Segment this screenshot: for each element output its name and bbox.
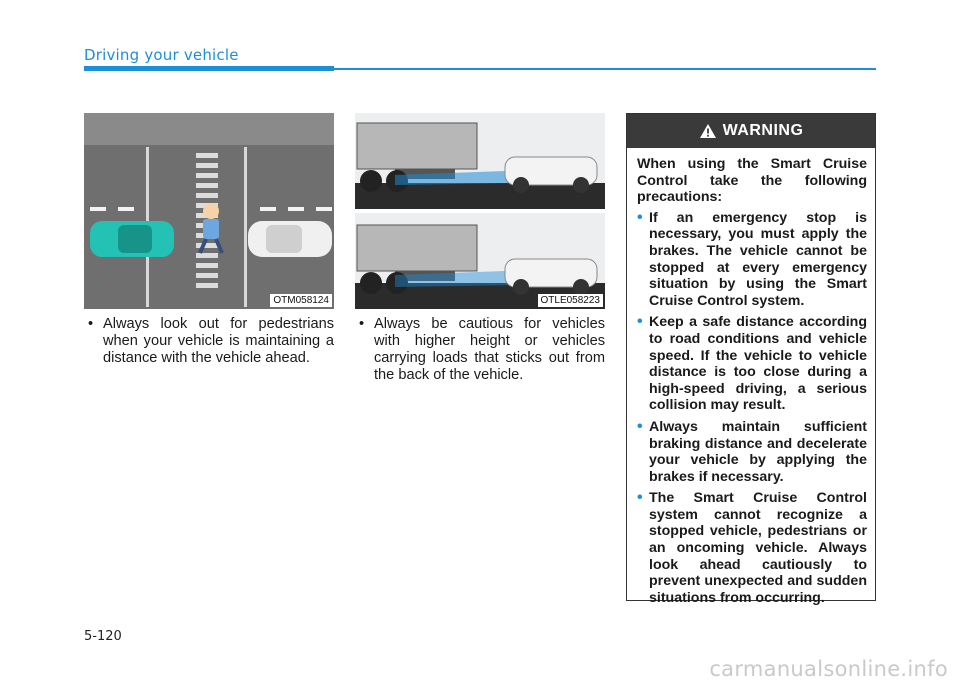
bullet-text: Always be cautious for vehicles with higher height or vehicles carrying loads that sticks out from the back of the vehicle. (374, 316, 605, 383)
warning-triangle-icon (699, 123, 717, 139)
figure-code: OTM058124 (270, 294, 332, 307)
bullet-dot: • (88, 316, 94, 332)
bullet-dot: • (637, 208, 643, 226)
warning-header (627, 114, 875, 148)
warning-item-text: Always maintain sufficient braking distance and decelerate your vehicle by applying the brakes if necessary. (649, 418, 867, 485)
bullet-dot: • (637, 417, 643, 435)
warning-intro: When using the Smart Cruise Control take the following precautions: (637, 156, 867, 206)
section-title: Driving your vehicle (84, 46, 239, 64)
truck-scene-graphic (355, 113, 605, 309)
warning-item (637, 490, 867, 606)
watermark-text: carmanualsonline.info (709, 657, 948, 681)
bullet-high-vehicles (355, 316, 605, 384)
bullet-dot: • (637, 313, 643, 331)
page-number: 5-120 (84, 629, 122, 644)
warning-item (637, 314, 867, 414)
bullet-dot: • (637, 489, 643, 507)
pedestrian-crossing-illustration (84, 113, 334, 309)
header-rule-thick (84, 66, 334, 71)
warning-item (637, 419, 867, 485)
truck-overhang-illustration (355, 113, 605, 309)
warning-item-text: Keep a safe distance according to road conditions and vehicle speed. If the vehicle to vehicle distance is too close during a high-speed driving, a serious collision may result. (649, 314, 867, 414)
bullet-pedestrians (84, 316, 334, 367)
bullet-dot: • (359, 316, 365, 332)
warning-title: WARNING (722, 122, 804, 139)
warning-item-text: If an emergency stop is necessary, you must apply the brakes. The vehicle cannot be stopped at every emergency situation by using the Smart Cruise Control system. (649, 209, 867, 309)
warning-box (626, 113, 876, 606)
figure-code: OTLE058223 (538, 294, 604, 307)
warning-item (637, 210, 867, 310)
header-rule-thin (334, 68, 876, 70)
warning-body (627, 148, 875, 606)
warning-item-text: The Smart Cruise Control system cannot recognize a stopped vehicle, pedestrians or an oncoming vehicle. Always look ahead cautiously to prevent unexpected and sudden situations from occurring. (649, 490, 867, 606)
road-scene-graphic (84, 113, 334, 309)
bullet-text: Always look out for pedestrians when your vehicle is maintaining a distance with the vehicle ahead. (103, 316, 334, 366)
